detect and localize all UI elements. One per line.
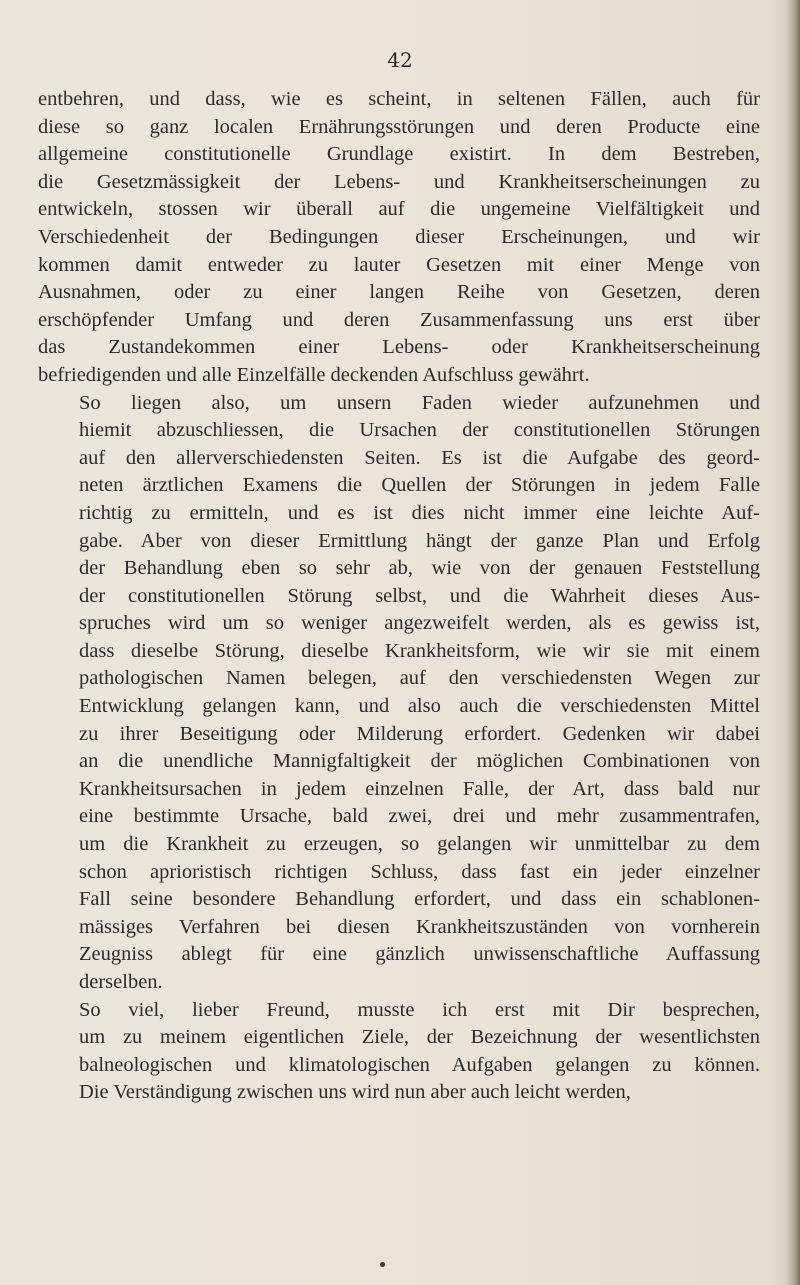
text-line: Entwicklung gelangen kann, und also auch die verschiedensten Mittel xyxy=(79,695,760,718)
text-line: kommen damit entweder zu lauter Gesetzen mit einer Menge von xyxy=(38,253,760,276)
text-line: erschöpfender Umfang und deren Zusammenfassung uns erst über xyxy=(38,308,760,331)
ink-speck xyxy=(380,1262,385,1267)
text-line: So viel, lieber Freund, musste ich erst mit Dir besprechen, xyxy=(79,998,760,1021)
paragraph-2 xyxy=(38,390,760,997)
text-line: Die Verständigung zwischen uns wird nun aber auch leicht werden, xyxy=(79,1081,631,1104)
text-line: hiemit abzuschliessen, die Ursachen der constitutionellen Störungen xyxy=(79,419,760,442)
text-line: neten ärztlichen Examens die Quellen der Störungen in jedem Falle xyxy=(79,474,760,497)
text-line: Krankheitsursachen in jedem einzelnen Falle, der Art, dass bald nur xyxy=(79,777,760,800)
paragraph-3 xyxy=(38,997,760,1107)
text-line: die Gesetzmässigkeit der Lebens- und Krankheitserscheinungen zu xyxy=(38,170,760,193)
text-line: auf den allerverschiedensten Seiten. Es ist die Aufgabe des geord- xyxy=(79,446,760,469)
text-line: der Behandlung eben so sehr ab, wie von der genauen Feststellung xyxy=(79,557,760,580)
paragraph-1 xyxy=(38,86,760,390)
text-line: mässiges Verfahren bei diesen Krankheitszuständen von vornherein xyxy=(79,915,760,938)
text-line: das Zustandekommen einer Lebens- oder Krankheitserscheinung xyxy=(38,336,760,359)
text-line: Verschiedenheit der Bedingungen dieser Erscheinungen, und wir xyxy=(38,225,760,248)
text-line: Zeugniss ablegt für eine gänzlich unwissenschaftliche Auffassung xyxy=(79,943,760,966)
text-line: pathologischen Namen belegen, auf den verschiedensten Wegen zur xyxy=(79,667,760,690)
text-line: richtig zu ermitteln, und es ist dies nicht immer eine leichte Auf- xyxy=(79,501,760,524)
page-number: 42 xyxy=(387,48,413,72)
text-line: eine bestimmte Ursache, bald zwei, drei und mehr zusammentrafen, xyxy=(79,805,760,828)
text-line: befriedigenden und alle Einzelfälle deckenden Aufschluss gewährt. xyxy=(38,363,590,386)
text-line: zu ihrer Beseitigung oder Milderung erfordert. Gedenken wir dabei xyxy=(79,722,760,745)
text-line: So liegen also, um unsern Faden wieder aufzunehmen und xyxy=(79,391,760,414)
text-line: entbehren, und dass, wie es scheint, in seltenen Fällen, auch für xyxy=(38,88,760,110)
text-line: schon aprioristisch richtigen Schluss, dass fast ein jeder einzelner xyxy=(79,860,760,883)
text-line: um zu meinem eigentlichen Ziele, der Bezeichnung der wesentlichsten xyxy=(79,1026,760,1049)
body-text xyxy=(38,86,760,1107)
text-line: gabe. Aber von dieser Ermittlung hängt der ganze Plan und Erfolg xyxy=(79,529,760,552)
text-line: Fall seine besondere Behandlung erfordert, und dass ein schablonen- xyxy=(79,888,760,911)
text-line: an die unendliche Mannigfaltigkeit der möglichen Combinationen von xyxy=(79,750,760,773)
text-line: diese so ganz localen Ernährungsstörungen und deren Producte eine xyxy=(38,115,760,138)
text-line: der constitutionellen Störung selbst, und die Wahrheit dieses Aus- xyxy=(79,584,760,607)
text-line: entwickeln, stossen wir überall auf die ungemeine Vielfältigkeit und xyxy=(38,198,760,221)
text-line: derselben. xyxy=(79,971,163,993)
text-line: Ausnahmen, oder zu einer langen Reihe von Gesetzen, deren xyxy=(38,281,760,304)
text-line: balneologischen und klimatologischen Aufgaben gelangen zu können. xyxy=(79,1053,760,1076)
text-line: dass dieselbe Störung, dieselbe Krankheitsform, wie wir sie mit einem xyxy=(79,639,760,662)
page-edge-shadow xyxy=(786,0,800,1285)
text-line: spruches wird um so weniger angezweifelt werden, als es gewiss ist, xyxy=(79,612,760,635)
text-line: um die Krankheit zu erzeugen, so gelangen wir unmittelbar zu dem xyxy=(79,833,760,856)
text-line: allgemeine constitutionelle Grundlage existirt. In dem Bestreben, xyxy=(38,143,760,166)
